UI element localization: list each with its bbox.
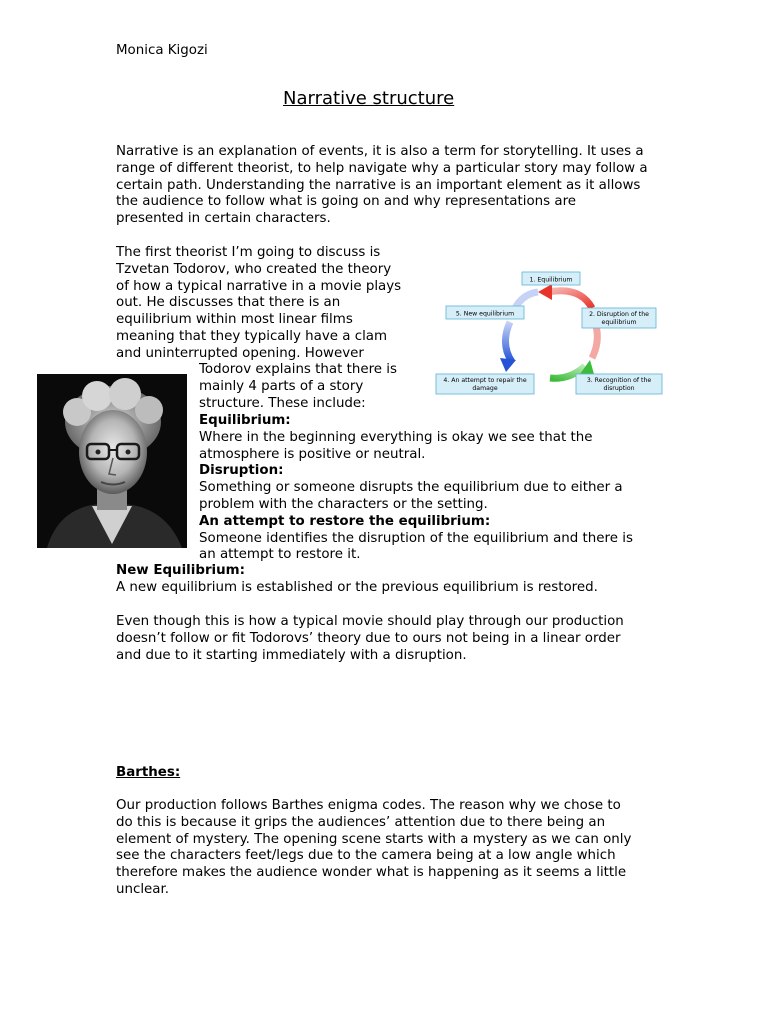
intro-paragraph bbox=[116, 144, 648, 228]
new-equilibrium-heading: New Equilibrium: bbox=[116, 563, 245, 578]
barthes-paragraph bbox=[116, 798, 631, 899]
svg-text:4. An attempt to repair the: 4. An attempt to repair the bbox=[443, 377, 527, 384]
text-line: presented in certain characters. bbox=[116, 211, 331, 227]
text-line: element of mystery. The opening scene starts with a mystery as we can only bbox=[116, 831, 632, 847]
svg-text:5. New equilibrium: 5. New equilibrium bbox=[455, 310, 515, 318]
text-line: see the characters feet/legs due to the camera being at a low angle which bbox=[116, 848, 616, 864]
text-line: therefore makes the audience wonder what is happening as it seems a little bbox=[116, 865, 627, 881]
text-line: of how a typical narrative in a movie plays bbox=[116, 278, 402, 294]
equilibrium-heading: Equilibrium: bbox=[199, 413, 291, 428]
text-line: out. He discusses that there is an bbox=[116, 295, 341, 311]
text-line: and uninterrupted opening. However bbox=[116, 345, 364, 361]
attempt-text: Someone identifies the disruption of the equilibrium and there is bbox=[199, 530, 633, 546]
disruption-text: Something or someone disrupts the equilibrium due to either a bbox=[199, 480, 623, 496]
equilibrium-text: atmosphere is positive or neutral. bbox=[199, 446, 426, 462]
new-equilibrium-text: A new equilibrium is established or the previous equilibrium is restored. bbox=[116, 579, 598, 595]
text-line: Our production follows Barthes enigma codes. The reason why we chose to bbox=[116, 798, 621, 813]
stage-box-2 bbox=[582, 308, 656, 328]
portrait-photo bbox=[37, 374, 187, 548]
disruption-heading: Disruption: bbox=[199, 463, 284, 479]
text-line: certain path. Understanding the narrative is an important element as it allows bbox=[116, 177, 641, 193]
stage-box-4 bbox=[436, 374, 534, 394]
narrative-stages bbox=[199, 413, 633, 564]
cycle-arrow-pink bbox=[592, 326, 597, 358]
text-line: equilibrium within most linear films bbox=[116, 312, 353, 328]
author-name: Monica Kigozi bbox=[116, 43, 208, 58]
text-line: structure. These include: bbox=[199, 395, 366, 411]
text-line: Narrative is an explanation of events, it is also a term for storytelling. It uses a bbox=[116, 144, 644, 159]
svg-text:disruption: disruption bbox=[603, 385, 635, 392]
svg-text:equilibrium: equilibrium bbox=[601, 319, 637, 326]
svg-text:2. Disruption of the: 2. Disruption of the bbox=[589, 311, 649, 318]
text-line: The first theorist I’m going to discuss is bbox=[116, 245, 381, 260]
text-line: Even though this is how a typical movie should play through our production bbox=[116, 614, 624, 629]
text-line: mainly 4 parts of a story bbox=[199, 378, 364, 394]
portrait-illustration bbox=[37, 374, 187, 548]
text-line: Todorov explains that there is bbox=[199, 362, 397, 377]
svg-text:damage: damage bbox=[472, 385, 498, 392]
equilibrium-text: Where in the beginning everything is okay we see that the bbox=[199, 429, 593, 445]
text-line: meaning that they typically have a clam bbox=[116, 328, 388, 344]
cycle-arrow-red bbox=[548, 291, 592, 308]
disruption-text: problem with the characters or the setting. bbox=[199, 496, 488, 512]
todorov-intro bbox=[116, 245, 401, 363]
svg-text:1. Equilibrium: 1. Equilibrium bbox=[529, 276, 573, 284]
cycle-arrow-blue bbox=[505, 322, 512, 362]
page-title: Narrative structure bbox=[283, 88, 455, 109]
new-equilibrium-section bbox=[116, 563, 598, 597]
conclusion-paragraph bbox=[116, 614, 624, 664]
cycle-arrowhead bbox=[500, 358, 516, 372]
cycle-arrowhead bbox=[538, 284, 552, 300]
barthes-heading: Barthes: bbox=[116, 765, 181, 780]
svg-text:3. Recognition of the: 3. Recognition of the bbox=[586, 377, 652, 384]
text-line: and due to it starting immediately with a disruption. bbox=[116, 647, 467, 663]
text-line: range of different theorist, to help navigate why a particular story may follow a bbox=[116, 160, 648, 176]
text-line: the audience to follow what is going on and why representations are bbox=[116, 194, 577, 210]
text-line: do this is because it grips the audiences’ attention due to there being an bbox=[116, 814, 606, 830]
text-line: doesn’t follow or fit Todorovs’ theory due to ours not being in a linear order bbox=[116, 630, 621, 646]
stage-box-1 bbox=[522, 272, 580, 285]
todorov-cycle-diagram bbox=[430, 262, 680, 400]
attempt-heading: An attempt to restore the equilibrium: bbox=[199, 513, 491, 529]
text-line: unclear. bbox=[116, 881, 170, 897]
text-line: Tzvetan Todorov, who created the theory bbox=[116, 261, 392, 277]
attempt-text: an attempt to restore it. bbox=[199, 547, 361, 563]
stage-box-5 bbox=[446, 306, 524, 319]
stage-box-3 bbox=[576, 374, 662, 394]
todorov-intro-continued bbox=[199, 362, 397, 412]
